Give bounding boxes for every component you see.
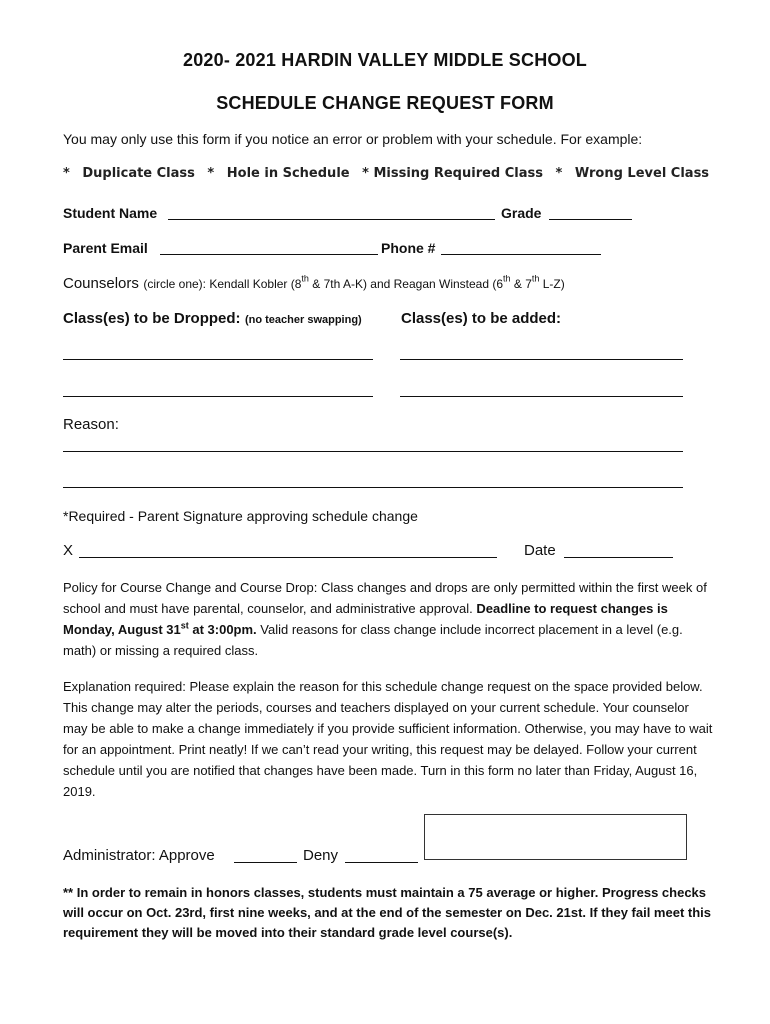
issue-bullet: * bbox=[207, 166, 215, 181]
issue-missing-required-class: * Missing Required Class bbox=[362, 166, 544, 181]
policy-paragraph bbox=[63, 577, 713, 661]
ordinal-suffix: st bbox=[180, 620, 189, 631]
added-class-field-2[interactable] bbox=[400, 396, 683, 397]
phone-field[interactable] bbox=[441, 254, 601, 255]
policy-text: Policy for Course Change and Course Drop: Class changes and drops are only permitted within the first week of school and must have parental, counselor, and administrative approval. bbox=[63, 580, 707, 616]
counselors-end: L-Z) bbox=[539, 277, 565, 291]
dropped-label: Class(es) to be Dropped: bbox=[63, 310, 241, 327]
classes-added-heading: Class(es) to be added: bbox=[401, 310, 562, 327]
issue-bullet: * bbox=[63, 166, 70, 181]
parent-signature-field[interactable] bbox=[79, 557, 497, 558]
ordinal-suffix: th bbox=[503, 273, 511, 284]
policy-text-end: Valid reasons for class change include incorrect placement in a level (e.g. math) or missing a required class. bbox=[63, 622, 683, 658]
issue-bullet: * bbox=[555, 166, 563, 181]
form-title: 2020- 2021 HARDIN VALLEY MIDDLE SCHOOL bbox=[182, 50, 588, 70]
honors-note: ** In order to remain in honors classes, students must maintain a 75 average or higher. Progress checks will occur on Oct. 23rd, first nine weeks, and at the end of the semester on Dec. 21st. If they fail meet this requirement they will be moved into their standard grade level course(s). bbox=[63, 885, 712, 940]
reason-field-2[interactable] bbox=[63, 487, 683, 488]
counselors-label: Counselors bbox=[63, 275, 139, 292]
signature-required-text: *Required - Parent Signature approving schedule change bbox=[63, 508, 418, 524]
deadline-time: at 3:00pm. bbox=[188, 622, 257, 637]
counselors-line bbox=[63, 275, 565, 293]
admin-signature-box[interactable] bbox=[424, 814, 687, 860]
signature-x: X bbox=[63, 542, 74, 559]
date-field[interactable] bbox=[564, 557, 673, 558]
intro-text: You may only use this form if you notice an error or problem with your schedule. For example: bbox=[63, 131, 643, 147]
reason-label: Reason: bbox=[63, 416, 119, 433]
student-name-field[interactable] bbox=[168, 219, 495, 220]
issue-list bbox=[63, 166, 717, 181]
classes-dropped-heading bbox=[63, 310, 362, 328]
approve-field[interactable] bbox=[234, 862, 297, 863]
deny-field[interactable] bbox=[345, 862, 418, 863]
grade-label: Grade bbox=[501, 205, 542, 221]
grade-field[interactable] bbox=[549, 219, 632, 220]
parent-email-field[interactable] bbox=[160, 254, 378, 255]
dropped-class-field-1[interactable] bbox=[63, 359, 373, 360]
form-subtitle: SCHEDULE CHANGE REQUEST FORM bbox=[216, 93, 554, 113]
reason-field-1[interactable] bbox=[63, 451, 683, 452]
ordinal-suffix: th bbox=[531, 273, 540, 284]
ordinal-suffix: th bbox=[301, 273, 309, 284]
issue-wrong-level-class: Wrong Level Class bbox=[574, 166, 710, 181]
date-label: Date bbox=[524, 542, 556, 559]
issue-duplicate-class: Duplicate Class bbox=[82, 166, 195, 181]
counselors-amp: & 7 bbox=[510, 277, 532, 291]
deadline-text: Deadline to request changes is Monday, August 31 bbox=[63, 601, 668, 637]
counselor-reagan[interactable]: & 7th A-K) and Reagan Winstead (6 bbox=[308, 277, 504, 291]
student-name-label: Student Name bbox=[63, 205, 158, 221]
explanation-paragraph: Explanation required: Please explain the reason for this schedule change request on the space provided below. This change may alter the periods, courses and teachers displayed on your current schedule. Your counselor may be able to make a change immediately if you provide sufficient information. Otherwise, you may have to wait for an appointment. Print neatly! If we can’t read your writing, this request may be delayed. Follow your current schedule until you are notified that changes have been made. Turn in this form no later than Friday, August 16, 2019. bbox=[63, 679, 713, 799]
parent-email-label: Parent Email bbox=[63, 240, 148, 256]
added-class-field-1[interactable] bbox=[400, 359, 683, 360]
admin-approve-label: Administrator: Approve bbox=[63, 847, 215, 864]
phone-label: Phone # bbox=[381, 240, 436, 256]
counselor-kendall[interactable]: (circle one): Kendall Kobler (8 bbox=[143, 277, 302, 291]
deny-label: Deny bbox=[303, 847, 339, 864]
dropped-class-field-2[interactable] bbox=[63, 396, 373, 397]
issue-hole-in-schedule: Hole in Schedule bbox=[226, 166, 350, 181]
dropped-note: (no teacher swapping) bbox=[244, 314, 362, 326]
